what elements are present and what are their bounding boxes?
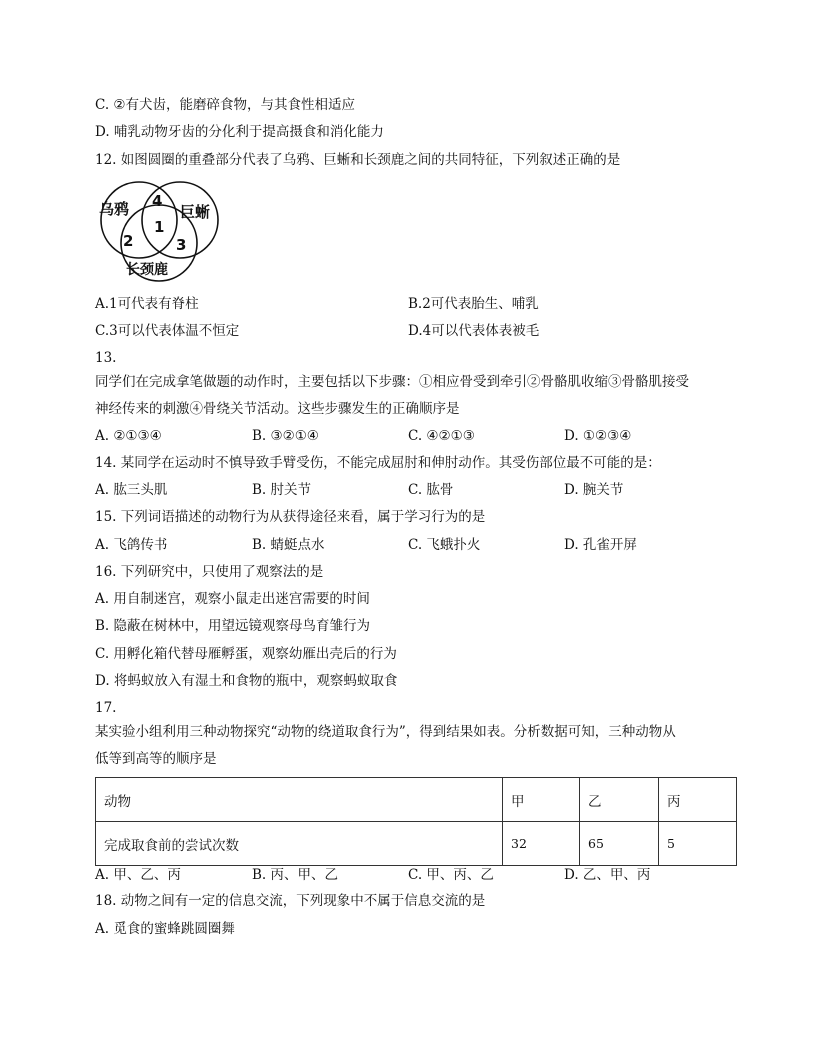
table-header-row xyxy=(96,778,737,822)
q14-option-b: B. 肘关节 xyxy=(252,482,312,498)
venn-number-4: 4 xyxy=(152,192,163,210)
q17-stem-line1: 某实验小组利用三种动物探究“动物的绕道取食行为”，得到结果如表。分析数据可知，三种动物从 xyxy=(95,724,676,740)
q16-stem: 16. 下列研究中，只使用了观察法的是 xyxy=(95,564,324,580)
q16-option-b: B. 隐蔽在树林中，用望远镜观察母鸟育雏行为 xyxy=(95,618,371,634)
table-cell: 32 xyxy=(503,822,580,866)
q13-option-d: D. ①②③④ xyxy=(564,428,632,444)
q13-stem-line2: 神经传来的刺激④骨绕关节活动。这些步骤发生的正确顺序是 xyxy=(95,401,460,417)
table-header-cell: 乙 xyxy=(580,778,659,822)
table-header-cell: 甲 xyxy=(503,778,580,822)
q17-option-b: B. 丙、甲、乙 xyxy=(252,867,339,883)
table-header-cell: 动物 xyxy=(96,778,503,822)
venn-number-3: 3 xyxy=(176,236,187,254)
q15-option-a: A. 飞鸽传书 xyxy=(95,537,168,553)
table-cell: 65 xyxy=(580,822,659,866)
q17-option-c: C. 甲、丙、乙 xyxy=(408,867,494,883)
q12-option-c: C.3可以代表体温不恒定 xyxy=(95,323,240,339)
circle-crow xyxy=(101,182,177,258)
q14-option-a: A. 肱三头肌 xyxy=(95,482,168,498)
q13-number: 13. xyxy=(95,350,117,366)
q12-option-b: B.2可代表胎生、哺乳 xyxy=(408,296,539,312)
q12-stem: 12. 如图圆圈的重叠部分代表了乌鸦、巨蜥和长颈鹿之间的共同特征，下列叙述正确的是 xyxy=(95,152,621,168)
q14-option-c: C. 肱骨 xyxy=(408,482,454,498)
q17-number: 17. xyxy=(95,700,117,716)
venn-number-2: 2 xyxy=(123,232,134,250)
table-row xyxy=(96,822,737,866)
q16-option-d: D. 将蚂蚁放入有湿土和食物的瓶中，观察蚂蚁取食 xyxy=(95,673,398,689)
q13-option-b: B. ③②①④ xyxy=(252,428,319,444)
q16-option-a: A. 用自制迷宫，观察小鼠走出迷宫需要的时间 xyxy=(95,591,370,607)
venn-label-crow: 乌鸦 xyxy=(99,200,130,218)
q12-option-a: A.1可代表有脊柱 xyxy=(95,296,199,312)
q18-option-a: A. 觅食的蜜蜂跳圆圈舞 xyxy=(95,921,235,937)
q11-option-c: C. ②有犬齿，能磨碎食物，与其食性相适应 xyxy=(95,97,356,113)
q18-stem: 18. 动物之间有一定的信息交流，下列现象中不属于信息交流的是 xyxy=(95,893,486,909)
venn-diagram xyxy=(96,180,224,282)
q13-option-a: A. ②①③④ xyxy=(95,428,162,444)
q14-option-d: D. 腕关节 xyxy=(564,482,624,498)
q16-option-c: C. 用孵化箱代替母雁孵蛋，观察幼雁出壳后的行为 xyxy=(95,646,397,662)
q17-option-a: A. 甲、乙、丙 xyxy=(95,867,181,883)
q14-stem: 14. 某同学在运动时不慎导致手臂受伤，不能完成屈肘和伸肘动作。其受伤部位最不可能的是： xyxy=(95,455,661,471)
q13-stem-line1: 同学们在完成拿笔做题的动作时，主要包括以下步骤：①相应骨受到牵引②骨骼肌收缩③骨骼肌接受 xyxy=(95,374,689,390)
q12-option-d: D.4可以代表体表被毛 xyxy=(408,323,540,339)
table-cell: 完成取食前的尝试次数 xyxy=(96,822,503,866)
venn-label-lizard: 巨蜥 xyxy=(180,203,211,221)
venn-number-1: 1 xyxy=(154,218,165,236)
table-header-cell: 丙 xyxy=(659,778,737,822)
q17-option-d: D. 乙、甲、丙 xyxy=(564,867,651,883)
q15-option-b: B. 蜻蜓点水 xyxy=(252,537,325,553)
venn-label-giraffe: 长颈鹿 xyxy=(126,262,168,278)
q17-stem-line2: 低等到高等的顺序是 xyxy=(95,751,217,767)
q15-stem: 15. 下列词语描述的动物行为从获得途径来看，属于学习行为的是 xyxy=(95,509,486,525)
table-cell: 5 xyxy=(659,822,737,866)
q15-option-c: C. 飞蛾扑火 xyxy=(408,537,481,553)
q13-option-c: C. ④②①③ xyxy=(408,428,475,444)
q15-option-d: D. 孔雀开屏 xyxy=(564,537,637,553)
experiment-table xyxy=(95,777,737,866)
q11-option-d: D. 哺乳动物牙齿的分化利于提高摄食和消化能力 xyxy=(95,124,384,140)
